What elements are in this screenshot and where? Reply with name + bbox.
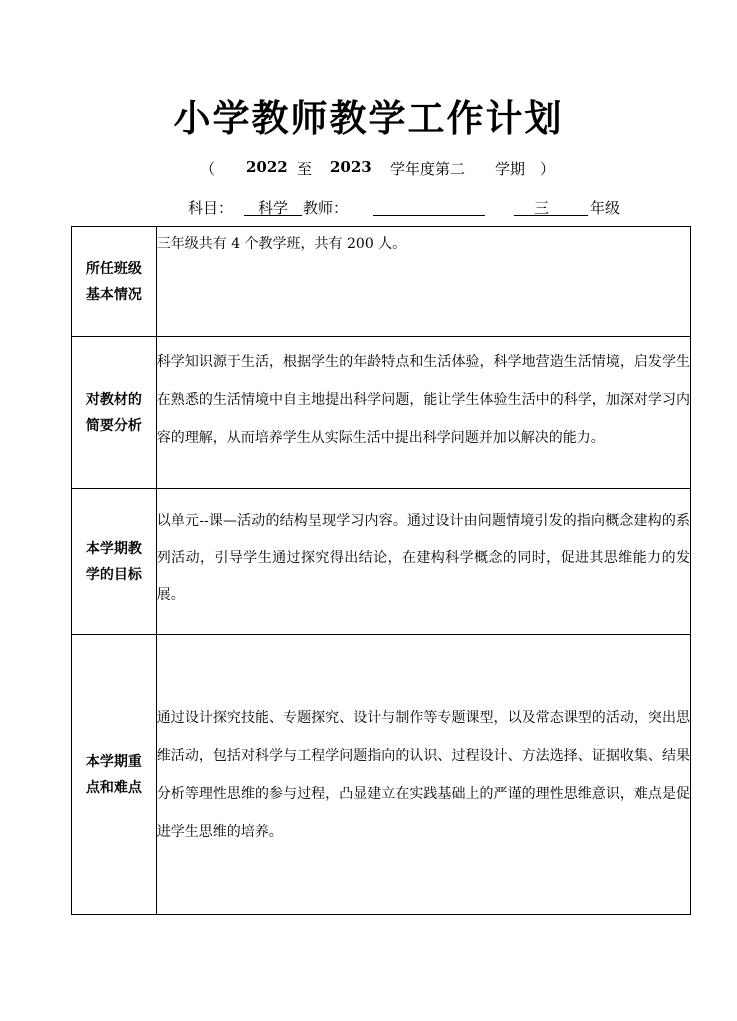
open-paren: （ xyxy=(200,160,216,178)
grade-label: 年级 xyxy=(590,199,621,217)
row-content: 三年级共有 4 个教学班，共有 200 人。 xyxy=(156,227,690,337)
start-year: 2022 xyxy=(246,158,288,176)
row-label xyxy=(72,337,157,489)
subject-value: 科学 xyxy=(258,199,289,217)
row-label xyxy=(72,227,157,337)
row-label-line: 学的目标 xyxy=(85,566,142,583)
table-row xyxy=(72,635,691,915)
grade-value: 三 xyxy=(534,199,550,217)
teacher-label: 教师： xyxy=(303,199,349,217)
row-label-line: 所任班级 xyxy=(85,260,142,277)
row-label-line: 基本情况 xyxy=(85,286,142,303)
row-content: 通过设计探究技能、专题探究、设计与制作等专题课型，以及常态课型的活动，突出思维活动，包括对科学与工程学问题指向的认识、过程设计、方法选择、证据收集、结果分析等理性思维的参与过程，凸显建立在实践基础上的严谨的理性思维意识，难点是促进学生思维的培养。 xyxy=(156,635,690,915)
row-label-line: 本学期重 xyxy=(85,753,142,770)
table-row xyxy=(72,227,691,337)
row-content: 以单元--课—活动的结构呈现学习内容。通过设计由问题情境引发的指向概念建构的系列活动，引导学生通过探究得出结论，在建构科学概念的同时，促进其思维能力的发展。 xyxy=(156,489,690,635)
term-text: 学年度第二 xyxy=(390,160,466,178)
subject-label: 科目： xyxy=(188,199,234,217)
plan-table xyxy=(71,226,691,915)
end-year: 2023 xyxy=(330,158,372,176)
row-label-line: 对教材的 xyxy=(85,391,142,408)
row-label xyxy=(72,635,157,915)
table-row xyxy=(72,337,691,489)
teacher-name-field xyxy=(373,197,485,216)
row-label-line: 点和难点 xyxy=(85,779,142,796)
page-title: 小学教师教学工作计划 xyxy=(173,97,564,140)
close-paren: ） xyxy=(540,160,556,178)
term-suffix: 学期 xyxy=(495,160,526,178)
row-label-line: 简要分析 xyxy=(85,417,142,434)
grade-underline xyxy=(514,197,588,216)
row-label xyxy=(72,489,157,635)
to-text: 至 xyxy=(297,160,313,178)
table-row xyxy=(72,489,691,635)
row-content: 科学知识源于生活，根据学生的年龄特点和生活体验，科学地营造生活情境，启发学生在熟悉的生活情境中自主地提出科学问题，能让学生体验生活中的科学，加深对学习内容的理解，从而培养学生从实际生活中提出科学问题并加以解决的能力。 xyxy=(156,337,690,489)
row-label-line: 本学期教 xyxy=(85,540,142,557)
